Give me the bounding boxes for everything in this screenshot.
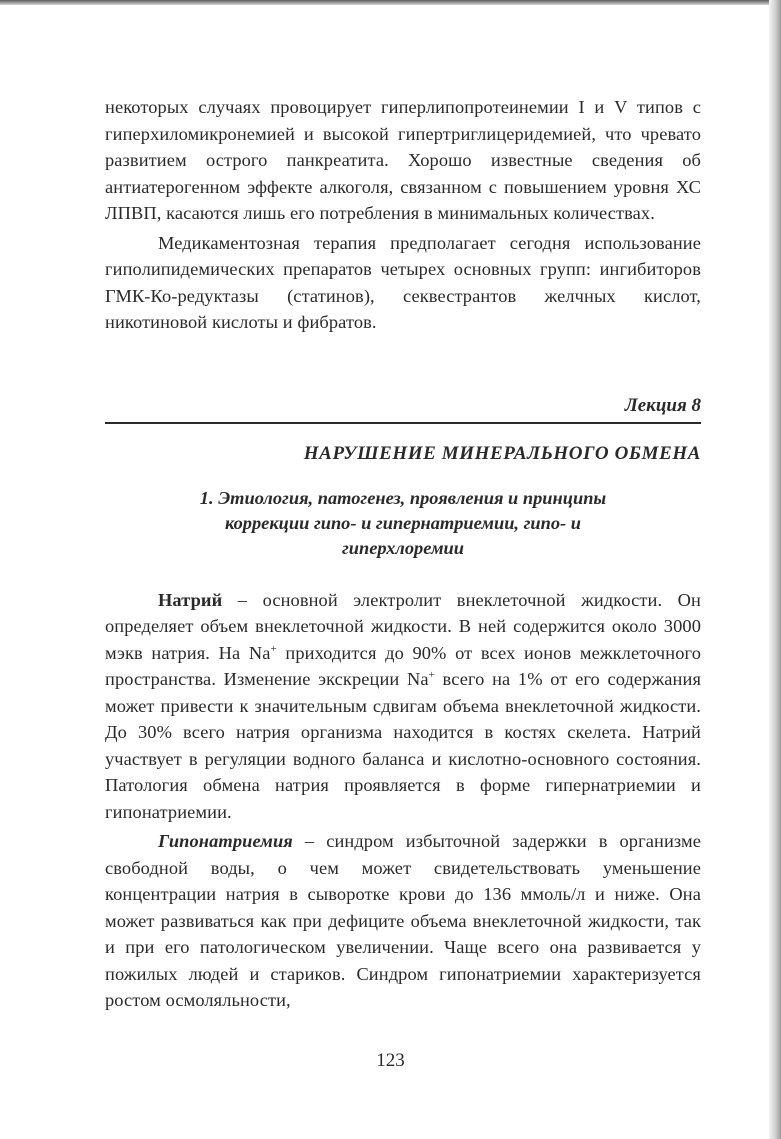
lecture-label: Лекция 8	[624, 394, 701, 416]
sodium-text-part-1: – основной электролит внеклеточной жидкости. Он определяет объем внеклеточной жидкости. В ней содержится около 3000 мэкв натрия. На Na	[105, 589, 701, 663]
intro-paragraph-2: Медикаментозная терапия предполагает сегодня использование гиполипидемических препаратов четырех основных групп: ингибиторов ГМК-Ко-редуктазы (статинов), секвестрантов желчных кислот, никотиновой кислоты и фибратов.	[105, 232, 701, 332]
sodium-superscript-2: +	[428, 668, 435, 681]
page-number: 123	[376, 1050, 405, 1071]
sodium-text-part-2: приходится до 90% от всех ионов межклеточного пространства. Изменение экскреции Na	[105, 642, 701, 689]
section-title-line-2: коррекции гипо- и гипернатриемии, гипо- и	[224, 512, 582, 533]
hyponatremia-term: Гипонатриемия	[158, 831, 293, 851]
hyponatremia-paragraph	[105, 828, 701, 1014]
section-title-line-1: 1. Этиология, патогенез, проявления и принципы	[199, 487, 607, 508]
section-title	[135, 486, 671, 561]
page-content	[105, 94, 701, 1014]
chapter-title: НАРУШЕНИЕ МИНЕРАЛЬНОГО ОБМЕНА	[303, 442, 701, 464]
sodium-text-part-3: всего на 1% от его содержания может привести к значительным сдвигам объема внеклеточной жидкости. До 30% всего натрия организма находится в костях скелета. Натрий участвует в регуляции водного баланса и кислотно-основного состояния. Патология обмена натрия проявляется в форме гипернатриемии и гипонатриемии.	[105, 669, 701, 822]
scan-right-edge	[769, 0, 781, 1139]
intro-paragraph-1: некоторых случаях провоцирует гиперлипопротеинемии I и V типов с гиперхиломикронемией и высокой гипертриглицеридемией, что чревато развитием острого панкреатита. Хорошо известные сведения об антиатерогенном эффекте алкоголя, связанном с повышением уровня ХС ЛПВП, касаются лишь его потребления в минимальных количествах.	[105, 97, 701, 223]
hyponatremia-text: – синдром избыточной задержки в организме свободной воды, о чем может свидетельствовать уменьшение концентрации натрия в сыворотке крови до 136 ммоль/л и ниже. Она может развиваться как при дефиците объема внеклеточной жидкости, так и при его патологическом увеличении. Чаще всего она развивается у пожилых людей и стариков. Синдром гипонатриемии характеризуется ростом осмоляльности,	[105, 831, 701, 1010]
section-title-line-3: гиперхлоремии	[341, 537, 465, 558]
sodium-term: Натрий	[158, 589, 223, 610]
sodium-superscript-1: +	[270, 642, 277, 655]
section-body	[105, 587, 701, 1014]
header-rule	[105, 422, 701, 424]
sodium-paragraph	[105, 587, 701, 826]
scan-top-edge	[0, 0, 781, 5]
